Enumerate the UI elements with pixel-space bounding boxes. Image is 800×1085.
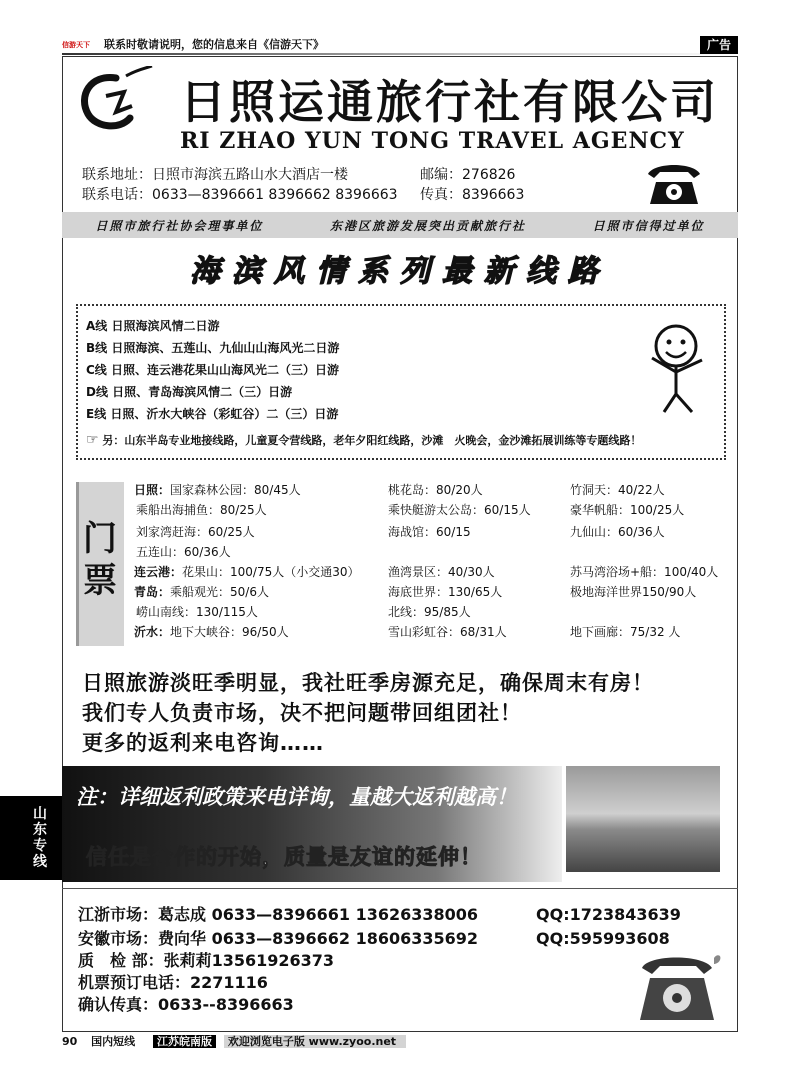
routes-note: ☞ 另：山东半岛专业地接线路，儿童夏令营线路，老年夕阳红线路，沙滩 火晚会，金沙滩拓展训练等专题线路！ — [86, 432, 642, 448]
route-item: A线 日照海滨风情二日游 — [86, 319, 220, 333]
ticket-cell: 刘家湾赶海：60/25人 — [136, 525, 255, 539]
divider — [62, 888, 738, 889]
series-title: 海滨风情系列最新线路 — [190, 254, 610, 289]
contact-line: 确认传真：0633--8396663 — [78, 995, 294, 1014]
telephone-icon — [644, 160, 704, 206]
divider — [62, 53, 738, 55]
ticket-cell: 青岛：乘船观光：50/6人 — [134, 585, 269, 599]
honor-item: 日照市信得过单位 — [592, 218, 705, 233]
ticket-cell: 崂山南线：130/115人 — [136, 605, 258, 619]
page-footer — [62, 1034, 406, 1050]
ticket-cell: 海底世界：130/65人 — [388, 585, 503, 599]
trust-slogan: 信任是合作的开始，质量是友谊的延伸！ — [86, 845, 482, 869]
honor-item: 日照市旅行社协会理事单位 — [95, 218, 264, 233]
promo-line: 我们专人负责市场，决不把问题带回组团社！ — [82, 701, 522, 725]
ticket-cell: 沂水：地下大峡谷：96/50人 — [134, 625, 289, 639]
route-item: C线 日照、连云港花果山山海风光二（三）日游 — [86, 363, 340, 377]
route-item: D线 日照、青岛海滨风情二（三）日游 — [86, 385, 293, 399]
phone-numbers: 联系电话：0633—8396661 8396662 8396663 — [82, 187, 398, 203]
ticket-cell: 五连山：60/36人 — [136, 545, 231, 559]
section-name: 国内短线 — [91, 1035, 136, 1048]
contact-line: 质 检 部：张莉莉13561926373 — [78, 951, 335, 970]
promo-line: 更多的返利来电咨询…… — [82, 731, 324, 755]
ticket-cell: 地下画廊：75/32 人 — [570, 625, 681, 639]
company-logo-icon — [76, 66, 156, 136]
web-link[interactable]: 欢迎浏览电子版 www.zyoo.net — [224, 1035, 406, 1048]
ticket-cell: 九仙山：60/36人 — [570, 525, 665, 539]
ticket-cell: 海战馆：60/15 — [388, 525, 471, 539]
rotary-phone-icon — [634, 950, 724, 1022]
company-name-en: RI ZHAO YUN TONG TRAVEL AGENCY — [180, 128, 685, 154]
edition-tag: 江苏皖南版 — [153, 1035, 216, 1048]
ticket-cell: 豪华帆船：100/25人 — [570, 503, 685, 517]
fax: 传真：8396663 — [420, 187, 525, 203]
ticket-cell: 桃花岛：80/20人 — [388, 483, 483, 497]
ticket-cell: 雪山彩虹谷：68/31人 — [388, 625, 507, 639]
company-name-cn: 日照运通旅行社有限公司 — [180, 75, 719, 129]
contact-qq: QQ:595993608 — [536, 929, 670, 948]
route-item: E线 日照、沂水大峡谷（彩虹谷）二（三）日游 — [86, 407, 339, 421]
contact-line: 江浙市场：葛志成 0633—8396661 13626338006 — [78, 905, 479, 924]
ticket-cell: 日照：国家森林公园：80/45人 — [134, 483, 301, 497]
ticket-cell: 乘快艇游太公岛：60/15人 — [388, 503, 531, 517]
contact-line: 安徽市场：费向华 0633—8396662 18606335692 — [78, 929, 479, 948]
notice-text: 联系时敬请说明，您的信息来自《信游天下》 — [104, 38, 324, 51]
page-number: 90 — [62, 1035, 78, 1048]
ticket-cell: 乘船出海捕鱼：80/25人 — [136, 503, 267, 517]
top-notice-bar — [62, 36, 738, 54]
ticket-cell: 连云港：花果山：100/75人（小交通30） — [134, 565, 360, 579]
honor-item: 东港区旅游发展突出贡献旅行社 — [329, 218, 526, 233]
publication-logo: 信游天下 — [62, 41, 90, 49]
seaside-photo — [566, 766, 720, 872]
pointing-hand-icon: ☞ — [86, 432, 99, 448]
ticket-label: 门票 — [83, 519, 117, 601]
ticket-cell: 极地海洋世界150/90人 — [570, 585, 697, 599]
rebate-note: 注：详细返利政策来电详询，量越大返利越高！ — [76, 784, 517, 809]
ticket-cell: 渔湾景区：40/30人 — [388, 565, 495, 579]
honors-band — [62, 212, 738, 238]
ticket-cell: 北线：95/85人 — [388, 605, 471, 619]
contact-qq: QQ:1723843639 — [536, 905, 681, 924]
ticket-cell: 竹洞天：40/22人 — [570, 483, 665, 497]
side-tab: 山东专线 — [0, 796, 62, 880]
address: 联系地址：日照市海滨五路山水大酒店一楼 — [82, 167, 348, 183]
ad-tag: 广告 — [700, 36, 738, 54]
contact-line: 机票预订电话：2271116 — [78, 973, 268, 992]
ticket-cell: 苏马湾浴场+船：100/40人 — [570, 565, 719, 579]
route-item: B线 日照海滨、五莲山、九仙山山海风光二日游 — [86, 341, 340, 355]
promo-line: 日照旅游淡旺季明显，我社旺季房源充足，确保周末有房！ — [82, 671, 654, 695]
postcode: 邮编：276826 — [420, 167, 516, 183]
smiley-figure-icon — [636, 316, 716, 416]
